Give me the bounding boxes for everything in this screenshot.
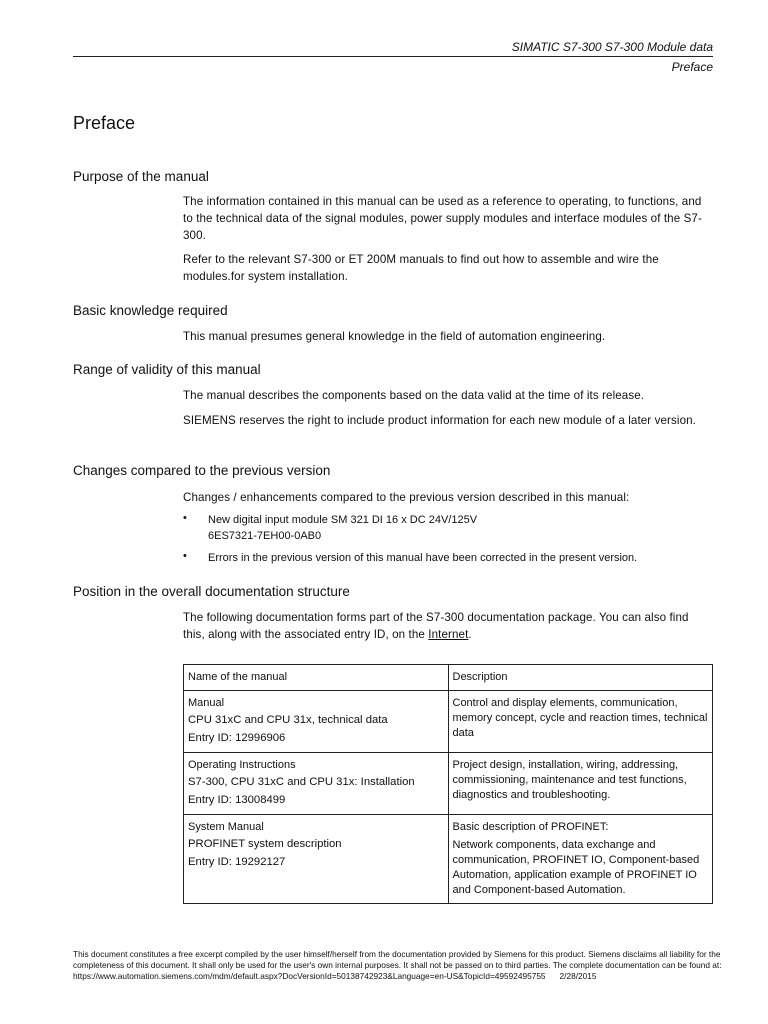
position-paragraph xyxy=(183,609,713,643)
changes-paragraph: Changes / enhancements compared to the previous version described in this manual: xyxy=(183,491,630,504)
column-header-description: Description xyxy=(448,665,713,691)
validity-paragraph-2: SIEMENS reserves the right to include product information for each new module of a later version. xyxy=(183,414,696,427)
bullet-item-2: Errors in the previous version of this manual have been corrected in the present version. xyxy=(208,552,638,564)
manual-description-detail: Network components, data exchange and communication, PROFINET IO, Component-based Automation, application example of PROFINET IO and Component-based Automation. xyxy=(452,839,700,896)
heading-basic-knowledge: Basic knowledge required xyxy=(73,303,228,318)
manual-entry-id: Entry ID: 12996906 xyxy=(188,732,286,744)
bullet-1: • xyxy=(183,512,187,524)
manual-type: Operating Instructions xyxy=(188,759,296,771)
page-title: Preface xyxy=(73,113,136,133)
footer-text: This document constitutes a free excerpt compiled by the user himself/herself from the documentation provided by Siemens for this product. Siemens disclaims all liability for the completeness of this document. It shall only be used for the user's own internal purposes. It shall not be passed on to third parties. The complete documentation can be found at: xyxy=(73,949,722,970)
position-text-end: . xyxy=(468,628,472,641)
manual-description: Basic description of PROFINET: xyxy=(452,821,609,833)
running-header-section: Preface xyxy=(671,60,713,74)
footer-url: https://www.automation.siemens.com/mdm/default.aspx?DocVersionId=50138742923&Language=en-US&TopicId=49592495755 xyxy=(73,971,546,981)
manual-title: CPU 31xC and CPU 31x, technical data xyxy=(188,714,388,726)
heading-position: Position in the overall documentation structure xyxy=(73,584,350,599)
heading-purpose: Purpose of the manual xyxy=(73,169,209,184)
manual-name-cell xyxy=(184,753,449,815)
manual-entry-id: Entry ID: 19292127 xyxy=(188,856,286,868)
bullet-1-line-1: New digital input module SM 321 DI 16 x DC 24V/125V xyxy=(208,514,478,526)
documentation-table xyxy=(183,664,713,904)
bullet-item-1 xyxy=(208,512,713,544)
table-row xyxy=(184,815,713,904)
manual-entry-id: Entry ID: 13008499 xyxy=(188,794,286,806)
basic-knowledge-paragraph: This manual presumes general knowledge in the field of automation engineering. xyxy=(183,330,606,343)
manual-type: System Manual xyxy=(188,821,264,833)
manual-description: Control and display elements, communication, memory concept, cycle and reaction times, technical data xyxy=(452,697,708,739)
footer-disclaimer xyxy=(73,949,723,982)
manual-title: PROFINET system description xyxy=(188,838,342,850)
manual-type: Manual xyxy=(188,697,225,709)
heading-validity: Range of validity of this manual xyxy=(73,362,261,377)
heading-changes: Changes compared to the previous version xyxy=(73,463,331,478)
table-row xyxy=(184,753,713,815)
running-header-title: SIMATIC S7-300 S7-300 Module data xyxy=(511,40,713,54)
bullet-1-line-2: 6ES7321-7EH00-0AB0 xyxy=(208,530,322,542)
manual-name-cell xyxy=(184,815,449,904)
purpose-paragraph-2: Refer to the relevant S7-300 or ET 200M manuals to find out how to assemble and wire the modules.for system installation. xyxy=(183,253,659,283)
column-header-name: Name of the manual xyxy=(184,665,449,691)
table-row xyxy=(184,691,713,753)
validity-paragraph-1: The manual describes the components based on the data valid at the time of its release. xyxy=(183,389,645,402)
internet-link[interactable]: Internet xyxy=(428,628,469,641)
header-rule xyxy=(73,56,713,57)
manual-description-cell xyxy=(448,753,713,815)
position-text: The following documentation forms part of the S7-300 documentation package. You can also find this, along with the associated entry ID, on the xyxy=(183,611,689,641)
purpose-paragraph-1: The information contained in this manual can be used as a reference to operating, to functions, and to the technical data of the signal modules, power supply modules and interface modules of the S7-300. xyxy=(183,195,702,242)
manual-description-cell xyxy=(448,691,713,753)
manual-description-cell xyxy=(448,815,713,904)
manual-description: Project design, installation, wiring, addressing, commissioning, maintenance and test functions, diagnostics and troubleshooting. xyxy=(452,759,687,801)
manual-name-cell xyxy=(184,691,449,753)
table-header-row xyxy=(184,665,713,691)
manual-title: S7-300, CPU 31xC and CPU 31x: Installation xyxy=(188,776,415,788)
bullet-2: • xyxy=(183,550,187,562)
footer-date: 2/28/2015 xyxy=(559,971,597,981)
